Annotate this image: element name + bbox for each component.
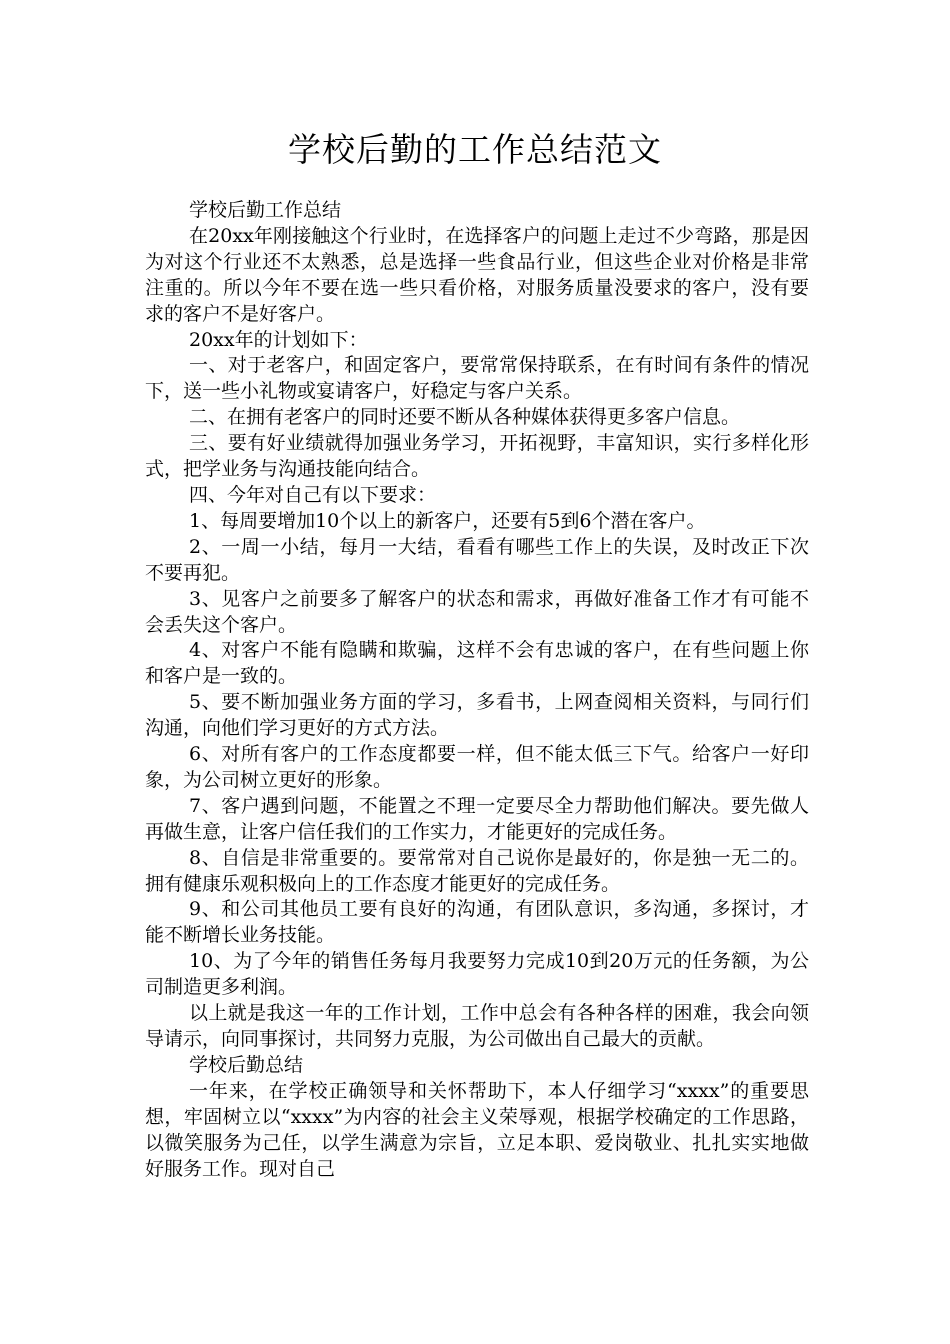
list-item: 4、对客户不能有隐瞒和欺骗，这样不会有忠诚的客户，在有些问题上你和客户是一致的。 — [145, 639, 809, 688]
list-item: 7、客户遇到问题，不能置之不理一定要尽全力帮助他们解决。要先做人再做生意，让客户信任我们的工作实力，才能更好的完成任务。 — [145, 794, 809, 843]
list-item: 1、每周要增加10个以上的新客户，还要有5到6个潜在客户。 — [189, 509, 706, 532]
paragraph: 一、对于老客户，和固定客户，要常常保持联系，在有时间有条件的情况下，送一些小礼物或宴请客户，好稳定与客户关系。 — [145, 354, 809, 403]
paragraph: 三、要有好业绩就得加强业务学习，开拓视野，丰富知识，实行多样化形式，把学业务与沟通技能向结合。 — [145, 432, 809, 481]
list-item: 9、和公司其他员工要有良好的沟通，有团队意识，多沟通，多探讨，才能不断增长业务技能。 — [145, 898, 809, 947]
list-item: 8、自信是非常重要的。要常常对自己说你是最好的，你是独一无二的。拥有健康乐观积极向上的工作态度才能更好的完成任务。 — [145, 846, 809, 895]
list-item: 10、为了今年的销售任务每月我要努力完成10到20万元的任务额，为公司制造更多利润。 — [145, 950, 809, 999]
paragraph: 在20xx年刚接触这个行业时，在选择客户的问题上走过不少弯路，那是因为对这个行业还不太熟悉，总是选择一些食品行业，但这些企业对价格是非常注重的。所以今年不要在选一些只看价格，对服务质量没要求的客户，没有要求的客户不是好客户。 — [145, 224, 809, 325]
document-title: 学校后勤的工作总结范文 — [288, 130, 662, 169]
paragraph-section-heading: 学校后勤工作总结 — [189, 199, 342, 221]
list-item: 6、对所有客户的工作态度都要一样，但不能太低三下气。给客户一好印象，为公司树立更好的形象。 — [145, 743, 809, 791]
list-item: 2、一周一小结，每月一大结，看看有哪些工作上的失误，及时改正下次不要再犯。 — [145, 535, 809, 584]
paragraph: 二、在拥有老客户的同时还要不断从各种媒体获得更多客户信息。 — [189, 406, 741, 429]
document-body — [145, 198, 809, 1182]
paragraph: 一年来，在学校正确领导和关怀帮助下，本人仔细学习“xxxx”的重要思想，牢固树立以“xxxx”为内容的社会主义荣辱观，根据学校确定的工作思路，以微笑服务为己任，以学生满意为宗旨，立足本职、爱岗敬业、扎扎实实地做好服务工作。现对自己 — [145, 1079, 809, 1180]
list-item: 5、要不断加强业务方面的学习，多看书，上网查阅相关资料，与同行们沟通，向他们学习更好的方式方法。 — [145, 691, 809, 740]
paragraph: 20xx年的计划如下： — [189, 328, 368, 351]
list-item: 3、见客户之前要多了解客户的状态和需求，再做好准备工作才有可能不会丢失这个客户。 — [145, 587, 809, 636]
paragraph-section-heading: 学校后勤总结 — [189, 1053, 304, 1076]
paragraph: 四、今年对自己有以下要求： — [189, 483, 437, 506]
paragraph: 以上就是我这一年的工作计划，工作中总会有各种各样的困难，我会向领导请示，向同事探讨，共同努力克服，为公司做出自己最大的贡献。 — [145, 1002, 809, 1050]
